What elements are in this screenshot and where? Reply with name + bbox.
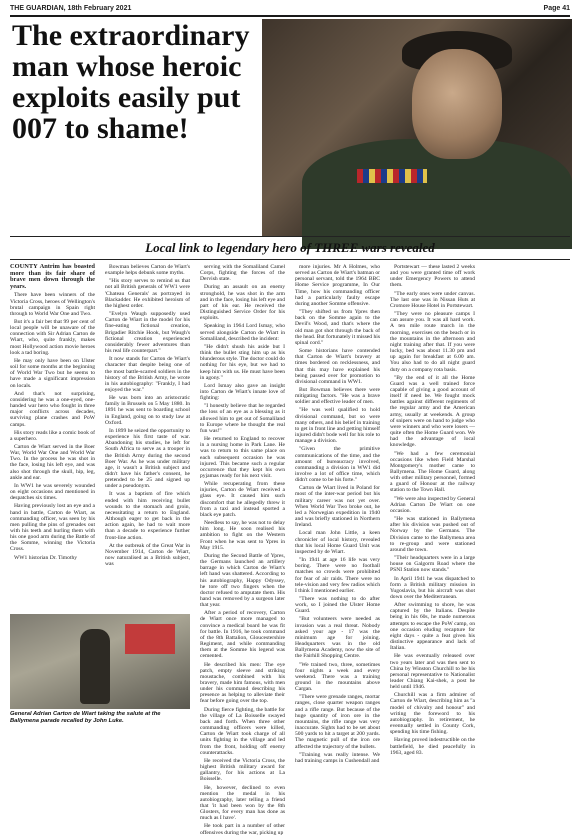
masthead-page-number: Page 41	[543, 5, 570, 12]
article-paragraph: But Bowman believes there were mitigating factors. "He was a brave soldier and effective leader of men.	[295, 386, 380, 406]
article-paragraph: Carton de Wiart served in the Boer War, World War One and World War Two. In the process he was shot in the face, losing his left eye, and was also shot through the skull, hip, leg, ankle and ear.	[10, 443, 95, 481]
article-paragraph: "He was stationed in Ballymena after his division was pushed out of Norway by the Germans. The Division came to the Ballymena area to re-group and were stationed around the town.	[390, 516, 475, 553]
article-paragraph: "We trained two, three, sometimes four nights a week and every weekend. There was a training ground in the mountains above Cargan.	[295, 661, 380, 693]
article-paragraph: He, however, declined to even mention the medal in his autobiography, later telling a friend that 'it had been won by the 8th Glosters, for every man has done as much as I have'.	[200, 784, 285, 822]
article-paragraph: "The early ones were under canvas. The last one was in Nissan Huts at Cromore House Hotel in Portstewart.	[390, 290, 475, 309]
article-paragraph: After a period of recovery, Carton de Wiart once more managed to convince a medical board he was fit for battle. In 1916, he took command of the 8th Battalion, Gloucestershire Regiment, and while commanding them at the Somme his legend was cemented.	[200, 610, 285, 660]
photo-caption: General Adrian Carton de Wiart taking the salute at the Ballymena parade recalled by John Luke.	[10, 711, 161, 724]
article-column-1	[10, 264, 95, 609]
article-paragraph: After swimming to shore, he was captured by the Italians. Despite being in his 60s, he made numerous attempts to escape the PoW camp, on one occasion eluding recapture for eight days - quite a feat given his distinctive appearance and lack of Italian.	[390, 602, 475, 652]
article-paragraph: Churchill was a firm admirer of Carton de Wiart, describing him as "a model of chivalry and honour" and writing the foreword to his autobiography. In retirement, he eventually settled in County Cork, spending his time fishing.	[390, 692, 475, 736]
article-paragraph: He returned to England to recover in a nursing home in Park Lane. He was to return to this same place on each subsequent occasion he was injured. This became such a regular occurrence that they kept his own pyjamas ready for his next visit.	[200, 436, 285, 479]
article-paragraph: His story reads like a comic book of a superhero.	[10, 429, 95, 442]
portrait-photo	[262, 19, 572, 236]
article-paragraph: "But volunteers were needed as invasion was a real threat. Nobody asked your age - 17 was the minimum age for joining. Headquarters was in the old Ballymena Academy, now the site of the Fairhill Shopping Centre.	[295, 616, 380, 660]
article-paragraph: Speaking in 1964 Lord Ismay, who served alongside Carton de Wiart in Somaliland, described the incident:	[200, 323, 285, 342]
article-column-5	[390, 264, 475, 756]
masthead-paper-name: THE GUARDIAN, 18th February 2021	[10, 5, 132, 12]
article-paragraph: In 1899 he seized the opportunity to experience his first taste of war. Abandoning his studies, he left for South Africa to serve as a trooper in the British Army during the second Boer War. As he was under military age, it wasn't a British subject and didn't have his father's consent, he pretended to be 25 and signed up under a pseudonym.	[105, 427, 190, 490]
article-paragraph: Carton de Wiart lived in Poland for most of the inter-war period but his military career was not yet over. When World War Two broke out, he led a Norwegian expedition in 1940 and was briefly stationed in Northern Ireland.	[295, 485, 380, 529]
article-paragraph: "He was well qualified to hold divisional command, but so were many others, and his belief in training to get in front line and getting himself injured didn't bode well for his role to manage a division.	[295, 407, 380, 445]
article-paragraph: "Training was really intense. We had training camps in Cushendall and	[295, 751, 380, 764]
masthead	[10, 3, 570, 15]
article-paragraph: It now stands for Carton de Wiart's character that despite being one of the most battle-scarred soldiers in the history of the British Army, he wrote in his autobiography: "Frankly, I had enjoyed the war."	[105, 356, 190, 393]
article-paragraph: At the outbreak of the Great War in November 1914, Carton de Wiart, now naturalised as a British subject, was	[105, 542, 190, 568]
article-paragraph: He was eventually released over two years later and was then sent to China by Winston Churchill to be his personal representative to Nationalist leader Chiang Kai-shek, a post he held until 1946.	[390, 653, 475, 691]
article-paragraph: Local man John Little, a keen chronicler of local history, revealed that his local Home Guard Unit was inspected by de Wiart.	[295, 530, 380, 555]
article-paragraph: "We were also inspected by General Adrian Carton De Wiart on one occasion.	[390, 495, 475, 514]
article-paragraph: "We had a few ceremonial occasions like when Field Marshal Montgomery's mother came to Ballymena. The Home Guard, along with other military personnel, formed a guard of Honour at the railway station to the Town Hall.	[390, 450, 475, 494]
article-paragraph: During fierce fighting, the battle for the village of La Boisselle swayed back and forth. When three other commanding officers were killed, Carton de Wiart took charge of all units fighting in the village and led from the front, holding off enemy counterattacks.	[200, 706, 285, 756]
article-paragraph: "I honestly believe that he regarded the loss of an eye as a blessing as it allowed him to get out of Somaliland to Europe where he thought the real fun was!"	[200, 403, 285, 434]
article-paragraph: Bowman believes Carton de Wiart's example helps debunk some myths.	[105, 264, 190, 277]
article-column-4	[295, 264, 380, 764]
article-paragraph: He took part in a number of other offensives during the war, picking up	[200, 823, 285, 836]
article-paragraph: It was a baptism of fire which ended with him receiving bullet wounds to the stomach and groin, necessitating a return to England. Although eager to get back in the action again, he had to wait more than a decade to experience further front-line action.	[105, 491, 190, 541]
photo-medal-ribbons	[357, 169, 427, 183]
article-paragraph: COUNTY Antrim has boasted more than its fair share of brave men down through the years.	[10, 263, 95, 290]
article-paragraph: In WW1 he was severely wounded on eight occasions and mentioned in despatches six times.	[10, 482, 95, 502]
article-paragraph: He received the Victoria Cross, the highest British military award for gallantry, for his actions at La Boisselle.	[200, 757, 285, 783]
article-paragraph: While recuperating from these injuries, Carton de Wiart received a glass eye. It caused him such discomfort that he allegedly threw it from a taxi and instead sported a black eye patch.	[200, 481, 285, 518]
article-paragraph: "He didn't shush his aside but I think the bullet sting him up as his blunderous style. The doctor could do nothing for his eye, but we had to keep him with us. He must have been in agony."	[200, 343, 285, 381]
article-paragraph: During the Second Battle of Ypres, the Germans launched an artillery barrage in which Carton de Wiart's left hand was shattered. According to his autobiography, Happy Odyssey, he tore off two fingers when the doctor refused to amputate them. His hand was removed by a surgeon later that year.	[200, 552, 285, 609]
article-paragraph: Having previously lost an eye and a hand in battle, Carton de Wiart, as commanding officer, was seen by his men pulling the pins of grenades out with his teeth and hurling them with his one good arm during the Battle of the Somme, winning the Victoria Cross.	[10, 503, 95, 553]
article-paragraph: But it's a fair bet that 99 per cent of local people will be unaware of the connection with Sir Adrian Carton de Wiart, who, quite frankly, makes most Hollywood action movie heroes look a tad boring.	[10, 319, 95, 356]
article-column-3	[200, 264, 285, 836]
article-paragraph: And that's not surprising, considering he was a one-eyed, one-handed war hero who fought in three major conflicts across decades, surviving plane crashes and PoW camps.	[10, 390, 95, 428]
article-paragraph: Lord Ismay also gave an insight into Carton de Wiart's innate love of fighting:	[200, 382, 285, 402]
article-paragraph: "There was nothing to do after work, so I joined the Ulster Home Guard.	[295, 595, 380, 615]
article-paragraph: Having proved indestructible on the battlefield, he died peacefully in 1963, aged 83.	[390, 737, 475, 756]
article-body	[10, 263, 570, 836]
photo-saluting-figure	[80, 629, 110, 704]
article-paragraph: WW1 historian Dr. Timothy	[14, 554, 78, 561]
article-paragraph: He described his men: The eye patch, empty sleeve and striking moustache, combined with his bravery, made him famous, with men under his command describing his presence as helping to alleviate their fear before going over the top.	[200, 661, 285, 705]
article-paragraph: "His story serves to remind us that not all British generals of WW1 were 'Chateau Generals' as portrayed in Blackadder. He exhibited heroism of the highest order.	[105, 278, 190, 309]
article-paragraph: "There were grenade ranges, mortar ranges, close quarter weapon ranges and a rifle range. But because of the huge quantity of iron ore in the mountains, the rifle range was very inaccurate. Sights had to be set about 500 yards to hit a target at 200 yards. The magnetic pull of the iron ore affected the trajectory of the bullets.	[295, 694, 380, 750]
article-paragraph: "They shifted us from Ypres then back on the Somme again to the Devil's Wood, and that's where the old man got shot through the back of the head. But fortunately it missed his spinal cord."	[295, 309, 380, 346]
article-paragraph: There have been winners of the Victoria Cross, heroes of Wellington's brutal campaign in Spain right through to World War One and Two.	[10, 292, 95, 317]
masthead-rule	[10, 15, 570, 17]
article-paragraph: He was born into an aristocratic family in Brussels on 5 May 1880. In 1891 he was sent to boarding school in England, going on to study law at Oxford.	[105, 395, 190, 426]
article-paragraph: In April 1941 he was dispatched to form a British military mission in Yugoslavia, but his aircraft was shot down over the Mediterranean.	[390, 575, 475, 600]
article-paragraph: "Evelyn Waugh supposedly used Carton de Wiart in the model for his fine-eating fictional creation, Brigadier Ritchie Hook, but Waugh's fictional creation experienced considerably fewer adventures than his real life counterpart."	[105, 311, 190, 355]
article-paragraph: Some historians have contended that Carton de Wiart's bravery at times bordered on recklessness, and that this may have explained his being passed over for promotion to divisional command in WW1.	[295, 348, 380, 385]
photo-face	[412, 49, 502, 159]
article-paragraph: Needless to say, he was not to delay him long. He soon realised his ambition to fight on the Western Front when he was sent to Ypres in May 1915.	[200, 520, 285, 551]
article-paragraph: "Given the primitive communications of the time, and the amount of bureaucracy involved, commanding a division in WW1 did involve a lot of office time, which didn't come to be his forte."	[295, 446, 380, 484]
photo-flag	[125, 624, 175, 654]
article-paragraph: During an assault on an enemy stronghold, he was shot in the arm and in the face, losing his left eye and part of his ear. He received the Distinguished Service Order for his exploits.	[200, 284, 285, 322]
article-paragraph: "In 1941 at age 16 life was very boring. There were no football matches so crowds were prohibited for fear of air raids. There were no tele-vision and very few radios which I think I mentioned earlier.	[295, 557, 380, 594]
subheadline: Local link to legendary hero of THREE wars revealed	[10, 236, 570, 260]
article-column-2	[105, 264, 190, 609]
article-paragraph: more injuries. Mr A Holmes, who served as Carton de Wiart's batman or personal servant, told the 1964 BBC Home Service programme, In Our Time, how his commanding officer had a particularly faulty escape during another Somme offensive.	[295, 264, 380, 307]
article-paragraph: serving with the Somaliland Camel Corps, fighting the forces of the Dervish state.	[200, 264, 285, 283]
parade-photo	[10, 614, 190, 709]
article-paragraph: "Their headquarters were in a large house on Galgorm Road where the PSNI Station now stands."	[390, 555, 475, 574]
article-paragraph: Portstewart — these lasted 2 weeks and you were granted time off work under Emergency Powers to attend them.	[390, 264, 475, 289]
article-paragraph: He may only have been on Ulster soil for some months at the beginning of World War Two but he seems to have made a significant impression on locals.	[10, 357, 95, 389]
headline: The extraordinary man whose heroic exploits easily put 007 to shame!	[12, 19, 250, 145]
article-paragraph: "They were no pleasure camps I can assure you. It was all hard work. A ten mile route march in the morning, exercises on the beach or in the mountains in the afternoon and night training after that. If you were lucky, bed was about 11.30 pm and up again for breakfast at 6.00 am. You also had to do all night guard duty on a company rota basis.	[390, 311, 475, 373]
article-paragraph: "By the end of it all the Home Guard was a well trained force capable of giving a good account of itself if need be. We fought mock battles against different regiments of the regular army and the American army, usually at weekends. A group of snipers were on hand to judge who were winners and who were losers — quite often the Home Guard won. We had the advantage of local knowledge.	[390, 374, 475, 449]
